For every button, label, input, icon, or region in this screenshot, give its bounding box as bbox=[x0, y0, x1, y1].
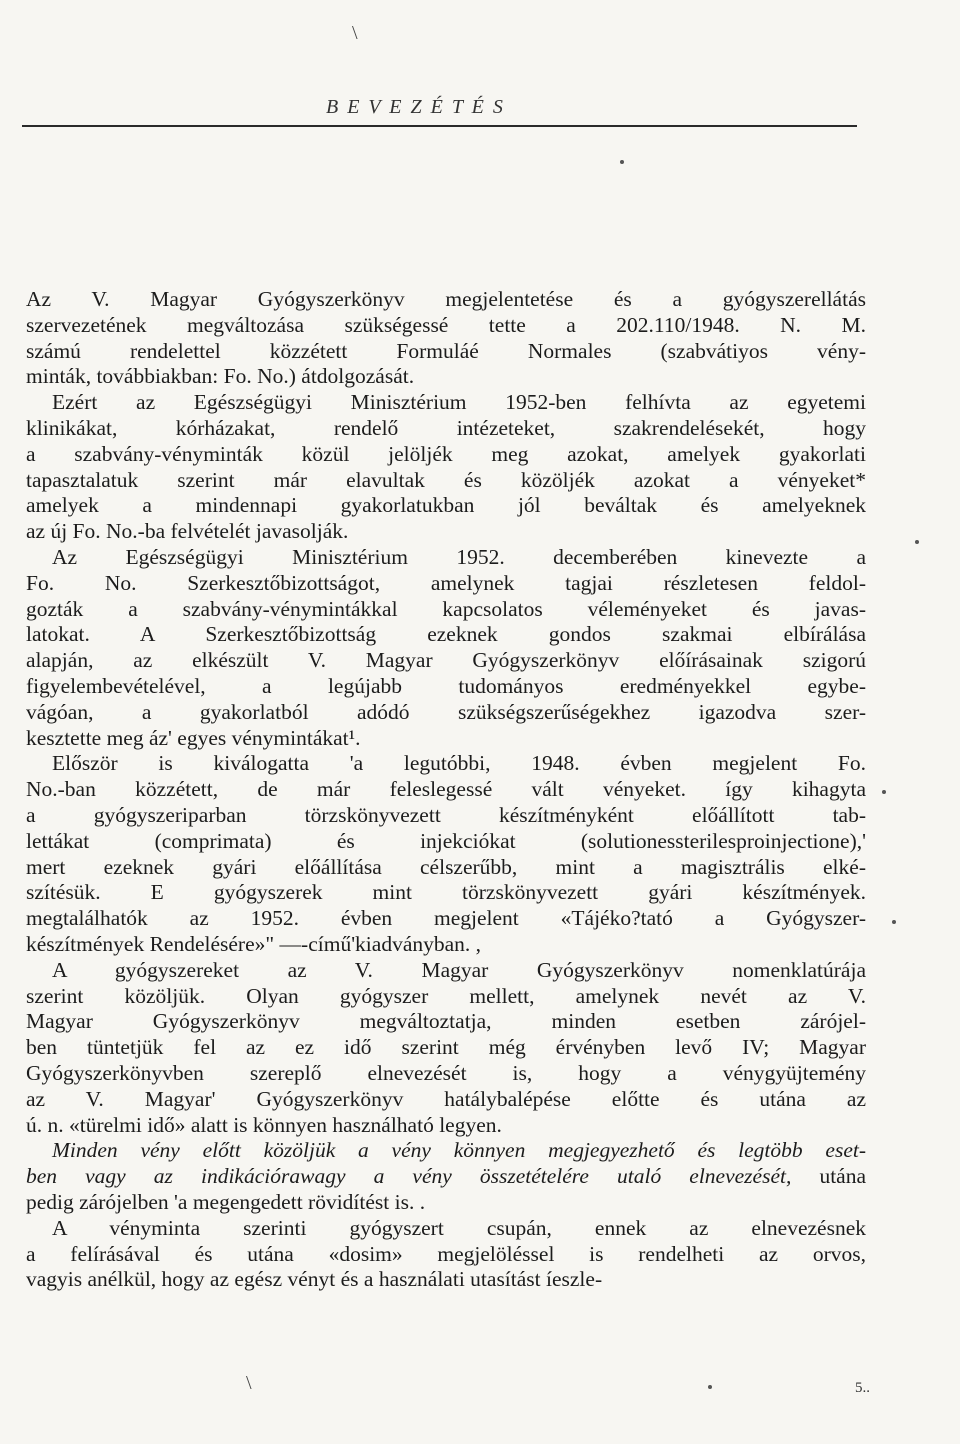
text-line: lettákat (comprimata) és injekciókat (solutionessterilesproinjectione),' bbox=[26, 828, 866, 853]
text-line: ben vagy az indikációrawagy a vény összetételére utaló elnevezését, utána bbox=[26, 1164, 866, 1189]
text-line: megtalálhatók az 1952. évben megjelent «Tájéko?tató a Gyógyszer- bbox=[26, 906, 866, 931]
text-line: Fo. No. Szerkesztőbizottságot, amelynek tagjai részletesen feldol- bbox=[26, 570, 866, 595]
scan-speck bbox=[915, 540, 919, 544]
text-line: amelyek a mindennapi gyakorlatukban jól beváltak és amelyeknek bbox=[26, 493, 866, 518]
text-line: latokat. A Szerkesztőbizottság ezeknek gondos szakmai elbírálása bbox=[26, 622, 866, 647]
text-line: alapján, az elkészült V. Magyar Gyógyszerkönyv előírásainak szigorú bbox=[26, 648, 866, 673]
text-line: szervezetének megváltozása szükségessé tette a 202.110/1948. N. M. bbox=[26, 312, 866, 337]
text-line: mert ezeknek gyári előállítása célszerűbb, mint a magisztrális elké- bbox=[26, 854, 866, 879]
scan-speck bbox=[892, 920, 896, 924]
text-line: ú. n. «türelmi idő» alatt is könnyen használható legyen. bbox=[26, 1112, 502, 1137]
text-line: A gyógyszereket az V. Magyar Gyógyszerkönyv nomenklatúrája bbox=[52, 957, 866, 982]
text-line: Minden vény előtt közöljük a vény könnyen megjegyezhető és legtöbb eset- bbox=[52, 1138, 866, 1163]
chapter-heading: B E V E Z É T É S bbox=[326, 96, 505, 118]
scan-mark: \ bbox=[246, 1372, 252, 1394]
text-line: a gyógyszeriparban törzskönyvezett készítményként előállított tab- bbox=[26, 803, 866, 827]
text-line: kesztette meg áz' egyes vénymintákat¹. bbox=[26, 725, 361, 750]
text-line: szerint közöljük. Olyan gyógyszer mellett, amelynek nevét az V. bbox=[26, 983, 866, 1008]
text-line: az V. Magyar' Gyógyszerkönyv hatálybalépése előtte és utána az bbox=[26, 1086, 866, 1111]
text-line: Ezért az Egészségügyi Minisztérium 1952-ben felhívta az egyetemi bbox=[52, 390, 866, 415]
text-line: No.-ban közzétett, de már feleslegessé vált vényeket. így kihagyta bbox=[26, 777, 866, 802]
scan-mark: \ bbox=[352, 22, 358, 44]
text-line: számú rendelettel közzétett Formuláé Normales (szabvátiyos vény- bbox=[26, 338, 866, 363]
text-line: az új Fo. No.-ba felvételét javasolják. bbox=[26, 519, 349, 544]
text-line: vágóan, a gyakorlatból adódó szükségszerűségekhez igazodva szer- bbox=[26, 699, 866, 724]
text-line: a felírásával és utána «dosim» megjelöléssel is rendelheti az orvos, bbox=[26, 1241, 866, 1266]
heading-rule bbox=[22, 125, 857, 127]
scan-speck bbox=[708, 1385, 712, 1389]
text-line: a szabvány-vényminták közül jelöljék meg azokat, amelyek gyakorlati bbox=[26, 441, 866, 466]
scan-speck bbox=[620, 160, 624, 164]
text-line: klinikákat, kórházakat, rendelő intézeteket, szakrendelésekét, hogy bbox=[26, 416, 866, 440]
text-line: figyelembevételével, a legújabb tudományos eredményekkel egybe- bbox=[26, 674, 866, 698]
text-line: készítmények Rendelésére»" —-című'kiadványban. , bbox=[26, 932, 482, 956]
text-line: minták, továbbiakban: Fo. No.) átdolgozását. bbox=[26, 364, 415, 389]
text-line: Magyar Gyógyszerkönyv megváltoztatja, minden esetben zárójel- bbox=[26, 1009, 866, 1034]
page-number: 5.. bbox=[855, 1380, 870, 1396]
text-line: Gyógyszerkönyvben szereplő elnevezését is, hogy a vénygyüjtemény bbox=[26, 1061, 866, 1085]
text-line: Az Egészségügyi Minisztérium 1952. decemberében kinevezte a bbox=[52, 545, 866, 569]
text-line: Először is kiválogatta 'a legutóbbi, 1948. évben megjelent Fo. bbox=[52, 751, 866, 776]
text-line: ben tüntetjük fel az ez idő szerint még érvényben levő IV; Magyar bbox=[26, 1035, 866, 1060]
text-line: A vényminta szerinti gyógyszert csupán, ennek az elnevezésnek bbox=[52, 1215, 866, 1240]
scan-speck bbox=[882, 790, 886, 794]
text-line: vagyis anélkül, hogy az egész vényt és a használati utasítást íeszle- bbox=[26, 1267, 603, 1292]
text-line: pedig zárójelben 'a megengedett rövidítést is. . bbox=[26, 1190, 426, 1214]
text-line: Az V. Magyar Gyógyszerkönyv megjelentetése és a gyógyszerellátás bbox=[26, 287, 866, 311]
text-line: tapasztalatuk szerint már elavultak és közöljék azokat a vényeket* bbox=[26, 467, 866, 492]
text-line: szítésük. E gyógyszerek mint törzskönyvezett gyári készítmények. bbox=[26, 880, 866, 905]
text-line: gozták a szabvány-vénymintákkal kapcsolatos véleményeket és javas- bbox=[26, 596, 866, 621]
